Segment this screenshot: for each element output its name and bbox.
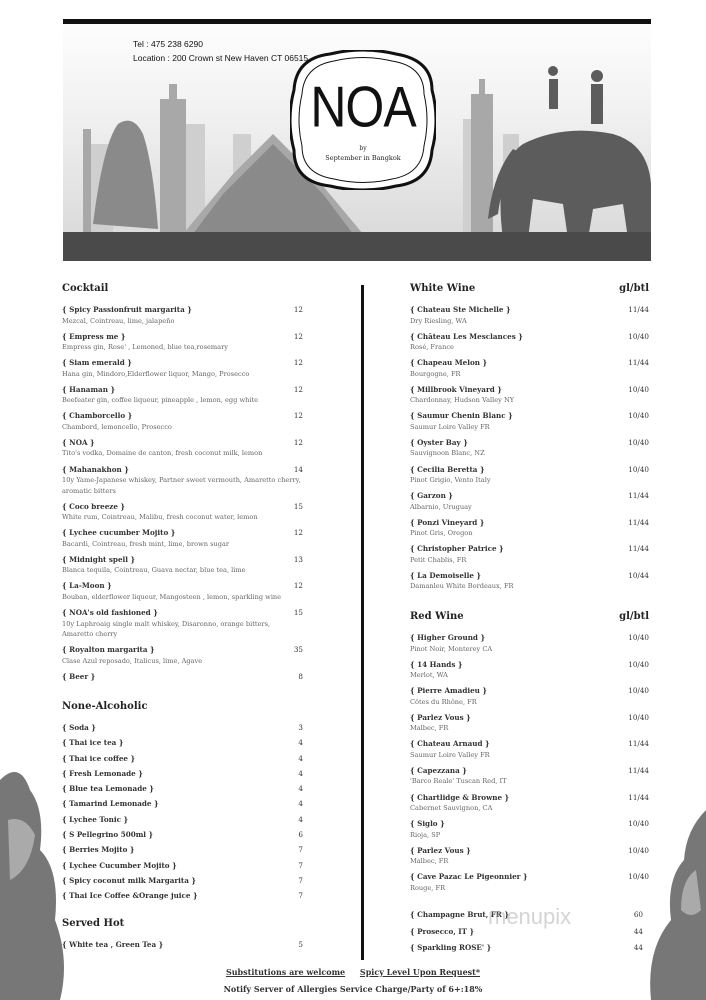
item-price: 10/40 [628,464,649,474]
item-name: { Lychee Cucumber Mojito } [62,860,177,870]
item-price: 12 [293,411,303,421]
item-name: { Siglo } [410,819,445,829]
item-name: { Empress me } [62,331,126,341]
item-price: 10/40 [628,712,649,722]
item-name: { Coco breeze } [62,501,126,511]
item-name: { Higher Ground } [410,633,486,642]
menu-item [410,819,649,840]
footer-notes [0,967,706,977]
menu-item [62,608,303,640]
item-description: 10y Yame-Japanese whiskey, Partner sweet vermouth, Amaretto cherry, aromatic bitters [62,476,301,495]
item-description: Cabernet Sauvignon, CA [410,804,493,813]
item-name: { Thai ice coffee } [62,753,136,763]
item-description: Pinot Grigio, Vento Italy [410,476,491,485]
item-price: 12 [293,305,303,314]
item-name: { Thai ice tea } [62,738,124,748]
item-name: { Lychee Tonic } [62,814,129,824]
item-price: 11/44 [628,305,649,314]
item-description: Malbec, FR [410,724,449,733]
item-description: Mezcal, Cointreau, lime, jalapeño [62,316,175,325]
red-wine-title [410,611,649,633]
item-name: { Champagne Brut, FR } [410,910,509,919]
item-description: Pinot Gris, Oregon [410,529,473,538]
logo-subtitle: September in Bangkok [325,154,401,162]
item-description: Pinot Noir, Monterey CA [410,644,493,653]
item-name: { Saumur Chenin Blanc } [410,411,513,421]
item-description: Malbec, FR [410,857,449,866]
item-name: { La-Moon } [62,581,112,591]
menu-item [62,411,303,432]
menu-item [410,358,649,379]
menu-item [62,738,303,753]
item-name: { Mahanakhon } [62,464,129,474]
item-price: 11/44 [628,544,649,554]
item-name: { Prosecco, IT } [410,926,475,936]
item-description: Dry Riesling, WA [410,316,467,325]
item-name: { Chateau Arnaud } [410,739,490,749]
item-name: { Pierre Amadieu } [410,686,487,696]
served-hot-section [62,918,303,955]
item-name: { Chartlidge & Browne } [410,792,510,802]
menu-item [62,528,303,549]
menu-item [62,358,303,379]
item-description: Hana gin, Mindoro,Elderflower liquor, Mango, Prosecco [62,369,250,378]
item-description: Merlot, WA [410,671,448,680]
menu-item [410,660,649,681]
cocktail-title: Cocktail [62,283,109,294]
white-wine-list [410,305,649,592]
item-description: Côtes du Rhône, FR [410,697,477,706]
item-price: 10/40 [628,411,649,421]
item-description: Empress gin, Rose' , Lemoned, blue tea,rosemary [62,343,228,352]
item-price: 11/44 [628,358,649,368]
item-description: Rioja, SP [410,830,441,839]
item-name: { Spicy Passionfruit margarita } [62,305,192,314]
red-wine-title-text: Red Wine [410,611,464,622]
non-alcoholic-list [62,723,303,907]
logo-name: NOA [310,74,416,140]
item-price: 44 [633,943,643,953]
noa-logo [290,50,436,190]
item-description: 10y Laphroaig single malt whiskey, Disaronno, orange bitters, Amaretto cherry [62,619,271,639]
item-price: 11/44 [628,792,649,802]
item-price: 7 [298,875,303,885]
item-name: { Parlez Vous } [410,712,471,722]
item-description: Chardonnay, Hudson Valley NY [410,396,515,405]
item-price: 10/40 [628,331,649,341]
menu-item [62,830,303,845]
item-description: Bacardi, Cointreau, fresh mint, lime, brown sugar [62,539,230,548]
item-name: { Soda } [62,723,96,732]
item-name: { Beer } [62,671,96,681]
menu-item [62,861,303,876]
menu-item [62,555,303,576]
item-description: Tito's vodka, Domaine de canton, fresh coconut milk, lemon [62,449,263,458]
spicy-level-note: Spicy Level Upon Request* [359,967,481,977]
item-name: { Spicy coconut milk Margarita } [62,875,196,885]
item-name: { Ponzi Vineyard } [410,517,485,527]
item-price: 5 [298,940,303,949]
item-name: { Thai Ice Coffee &Orange juice } [62,891,198,901]
red-wine-list [410,633,649,893]
item-price: 14 [293,464,303,474]
menu-item [62,769,303,784]
menu-item [62,754,303,769]
item-name: { Cecilia Beretta } [410,464,485,474]
item-name: { Blue tea Lemonade } [62,784,154,794]
menu-item [410,332,649,353]
menu-item [410,846,649,867]
item-price: 7 [298,860,303,870]
item-name: { White tea , Green Tea } [62,940,164,949]
item-description: Damanleu White Bordeaux, FR [410,582,514,591]
item-name: { Midnight spell } [62,554,136,564]
menu-item [62,305,303,326]
menu-item [62,332,303,353]
item-price: 10/40 [628,872,649,882]
item-description: Albarnio, Uruguay [410,502,472,511]
white-wine-title-text: White Wine [410,283,476,294]
item-price: 12 [293,581,303,591]
item-price: 10/44 [628,570,649,580]
non-alcoholic-section [62,701,303,907]
item-price: 12 [293,331,303,341]
item-price: 12 [293,528,303,538]
item-price: 13 [293,554,303,564]
item-name: { Royalton margarita } [62,645,155,655]
item-name: { Château Les Mesclances } [410,331,523,341]
substitutions-note: Substitutions are welcome [225,967,346,977]
item-name: { Siam emerald } [62,358,132,368]
item-description: Rosé, France [410,343,454,352]
item-name: { Tamarind Lemonade } [62,799,159,809]
menu-item [62,799,303,814]
item-price: 8 [298,671,303,681]
item-name: { NOA } [62,437,95,447]
menu-item [410,385,649,406]
menu-item [410,411,649,432]
menu-item [410,438,649,459]
menu-item [410,943,643,960]
menu-item [62,581,303,602]
menu-item [62,876,303,891]
item-price: 4 [298,784,303,794]
menu-item [62,891,303,906]
menu-item [410,686,649,707]
item-description: Beefeater gin, coffee liqueur, pineapple , lemon, egg white [62,396,259,405]
item-name: { NOA's old fashioned } [62,608,158,618]
menu-item [410,518,649,539]
white-wine-price-header: gl/btl [619,283,649,294]
item-name: { 14 Hands } [410,659,463,669]
red-wine-section [410,611,649,899]
item-price: 11/44 [628,739,649,749]
item-name: { Millbrook Vineyard } [410,384,502,394]
menu-item [62,645,303,666]
menu-item [62,815,303,830]
item-description: Bouban, elderflower liqueur, Mangosteen , lemon, sparkling wine [62,592,282,601]
item-description: Sauvignoon Blanc, NZ [410,449,485,458]
phone-number: Tel : 475 238 6290 [133,39,203,49]
item-name: { S Pellegrino 500ml } [62,830,154,840]
item-price: 4 [298,799,303,809]
cocktail-list [62,305,303,682]
item-name: { Sparkling ROSE' } [410,943,492,953]
item-name: { Berries Mojito } [62,845,135,855]
address: Location : 200 Crown st New Haven CT 06515 [133,53,309,63]
item-price: 7 [298,891,303,901]
menu-item [410,713,649,734]
item-name: { Chapeau Melon } [410,358,488,368]
item-name: { Fresh Lemonade } [62,768,143,778]
item-price: 44 [633,926,643,936]
menu-item [410,793,649,814]
menu-item [62,385,303,406]
item-price: 10/40 [628,845,649,855]
item-price: 60 [633,910,643,919]
item-price: 11/44 [628,491,649,501]
menu-item [62,723,303,738]
item-price: 7 [298,845,303,855]
item-price: 12 [293,358,303,368]
item-name: { Chamborcello } [62,411,133,421]
menu-item [62,784,303,799]
item-price: 11/44 [628,517,649,527]
menu-item [410,491,649,512]
menu-item [410,739,649,760]
item-price: 10/40 [628,437,649,447]
item-description: Blanca tequila, Cointreau, Guava nectar, blue tea, lime [62,566,246,575]
menu-item [410,872,649,893]
item-price: 10/40 [628,633,649,642]
item-description: Saumur Loire Valley FR [410,750,490,759]
column-divider [361,285,364,960]
item-price: 15 [293,608,303,618]
item-price: 4 [298,738,303,748]
item-price: 12 [293,437,303,447]
item-price: 12 [293,384,303,394]
menu-item [62,438,303,459]
menu-item [62,465,303,497]
item-price: 15 [293,501,303,511]
item-description: Clase Azul reposado, Italicus, lime, Agave [62,656,203,665]
item-name: { Cave Pazac Le Pigeonnier } [410,872,528,882]
item-name: { La Demoiselle } [410,570,482,580]
item-description: 'Barco Reale' Tuscan Red, IT [410,777,507,786]
item-name: { Lychee cucumber Mojito } [62,528,176,538]
item-name: { Capezzana } [410,765,467,775]
item-price: 4 [298,768,303,778]
item-price: 6 [298,830,303,840]
item-name: { Oyster Bay } [410,437,468,447]
logo-by: by [359,145,367,152]
menu-item [410,544,649,565]
non-alcoholic-title: None-Alcoholic [62,701,148,712]
menupix-watermark: menupix [488,904,572,929]
item-name: { Parlez Vous } [410,845,471,855]
item-price: 35 [293,645,303,655]
item-description: Rouge, FR [410,883,446,892]
item-description: Chambord, lemoncello, Prosecco [62,422,172,431]
item-price: 10/40 [628,819,649,829]
item-price: 4 [298,753,303,763]
item-price: 10/40 [628,659,649,669]
thai-guardian-figure-left-icon [0,760,70,1000]
menu-item [62,940,303,955]
item-name: { Chateau Ste Michelle } [410,305,511,314]
menu-item [410,766,649,787]
item-price: 10/40 [628,384,649,394]
served-hot-title: Served Hot [62,918,125,929]
menu-item [410,305,649,326]
item-name: { Christopher Patrice } [410,544,504,554]
allergies-note: Notify Server of Allergies Service Charge/Party of 6+:18% [223,984,483,994]
served-hot-list [62,940,303,955]
item-name: { Garzon } [410,491,453,501]
menu-item [410,465,649,486]
red-wine-price-header: gl/btl [619,611,649,622]
white-wine-section [410,283,649,598]
item-description: Bourgogne, FR [410,369,461,378]
left-column [62,283,303,688]
menu-item [410,633,649,654]
menu-item [62,672,303,683]
item-price: 3 [298,723,303,732]
item-name: { Hanaman } [62,384,116,394]
item-description: Petit Chablis, FR [410,555,467,564]
menu-item [62,502,303,523]
menu-item [410,571,649,592]
white-wine-title [410,283,649,305]
item-description: Saumur Loire Valley FR [410,422,490,431]
item-description: White rum, Cointreau, Malibu, fresh coconut water, lemon [62,513,258,522]
item-price: 11/44 [628,765,649,775]
item-price: 10/40 [628,686,649,696]
item-price: 4 [298,814,303,824]
menu-item [62,845,303,860]
